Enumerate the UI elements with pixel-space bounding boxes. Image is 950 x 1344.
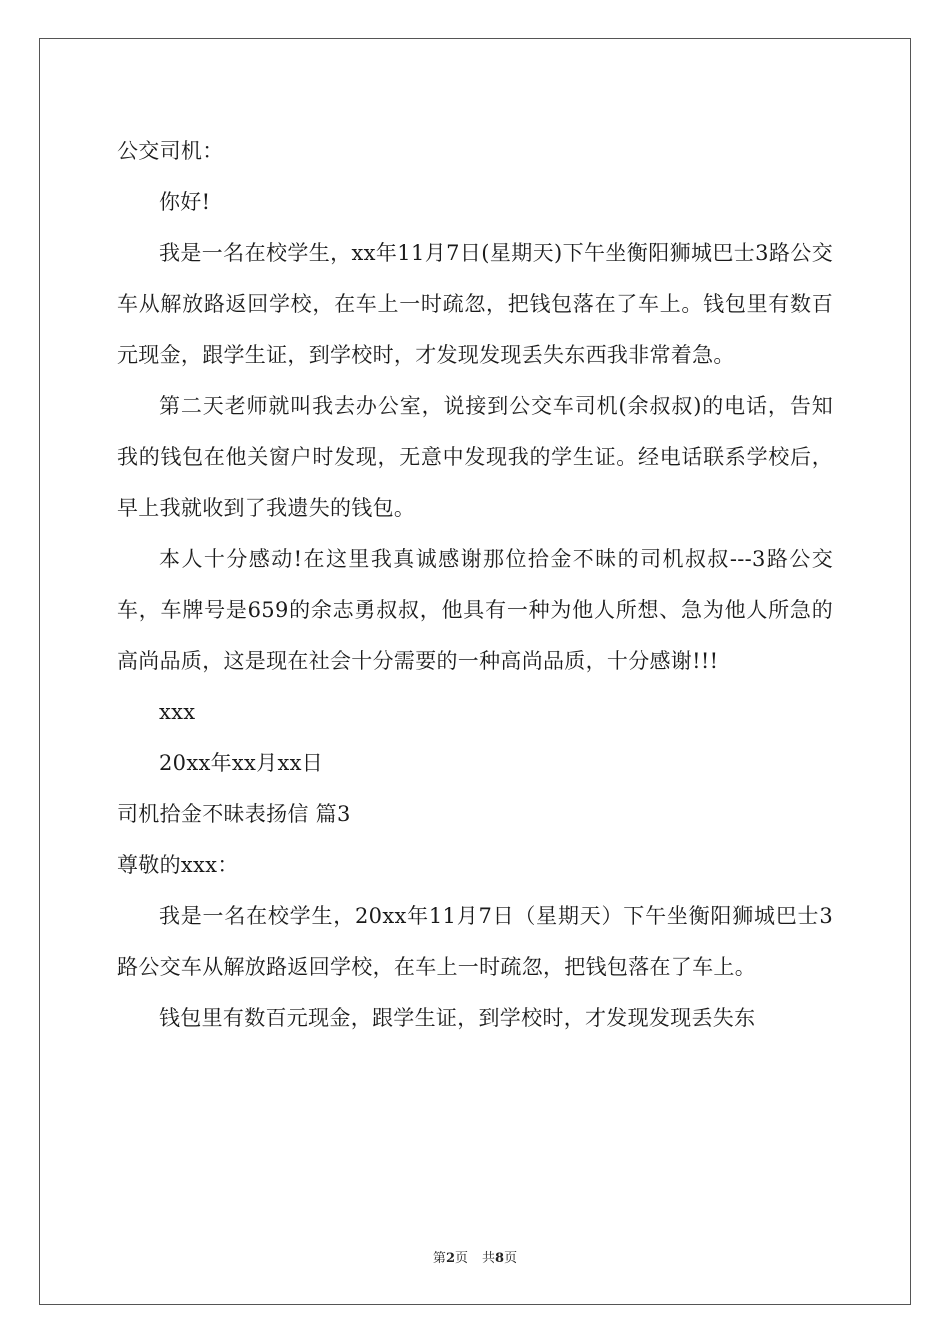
document-body (117, 126, 833, 1044)
paragraph-4: 我是一名在校学生，20xx年11月7日（星期天）下午坐衡阳狮城巴士3路公交车从解放路返回学校，在车上一时疏忽，把钱包落在了车上。 (117, 904, 833, 979)
page-suffix: 页 (454, 1251, 468, 1266)
greeting: 你好! (159, 190, 211, 214)
paragraph-3: 本人十分感动!在这里我真诚感谢那位拾金不昧的司机叔叔---3路公交车，车牌号是659的余志勇叔叔，他具有一种为他人所想、急为他人所急的高尚品质，这是现在社会十分需要的一种高尚品质，十分感谢!!! (117, 547, 833, 673)
salutation: 公交司机： (117, 139, 224, 163)
section-heading: 司机拾金不昧表扬信 篇3 (117, 802, 351, 826)
paragraph-5: 钱包里有数百元现金，跟学生证，到学校时，才发现发现丢失东 (159, 1006, 756, 1030)
paragraph-2: 第二天老师就叫我去办公室，说接到公交车司机(余叔叔)的电话，告知我的钱包在他关窗户时发现，无意中发现我的学生证。经电话联系学校后，早上我就收到了我遗失的钱包。 (117, 394, 833, 520)
page-current: 2 (445, 1251, 455, 1266)
total-suffix: 页 (504, 1251, 518, 1266)
page-footer (0, 1247, 950, 1266)
signature-date: 20xx年xx月xx日 (159, 751, 324, 775)
page-prefix: 第 (432, 1251, 446, 1266)
paragraph-1: 我是一名在校学生，xx年11月7日(星期天)下午坐衡阳狮城巴士3路公交车从解放路返回学校，在车上一时疏忽，把钱包落在了车上。钱包里有数百元现金，跟学生证，到学校时，才发现发现丢失东西我非常着急。 (117, 241, 833, 367)
salutation-2: 尊敬的xxx： (117, 853, 239, 877)
total-prefix: 共 (482, 1251, 496, 1266)
page-total: 8 (495, 1251, 505, 1266)
signature-name: xxx (159, 700, 196, 724)
